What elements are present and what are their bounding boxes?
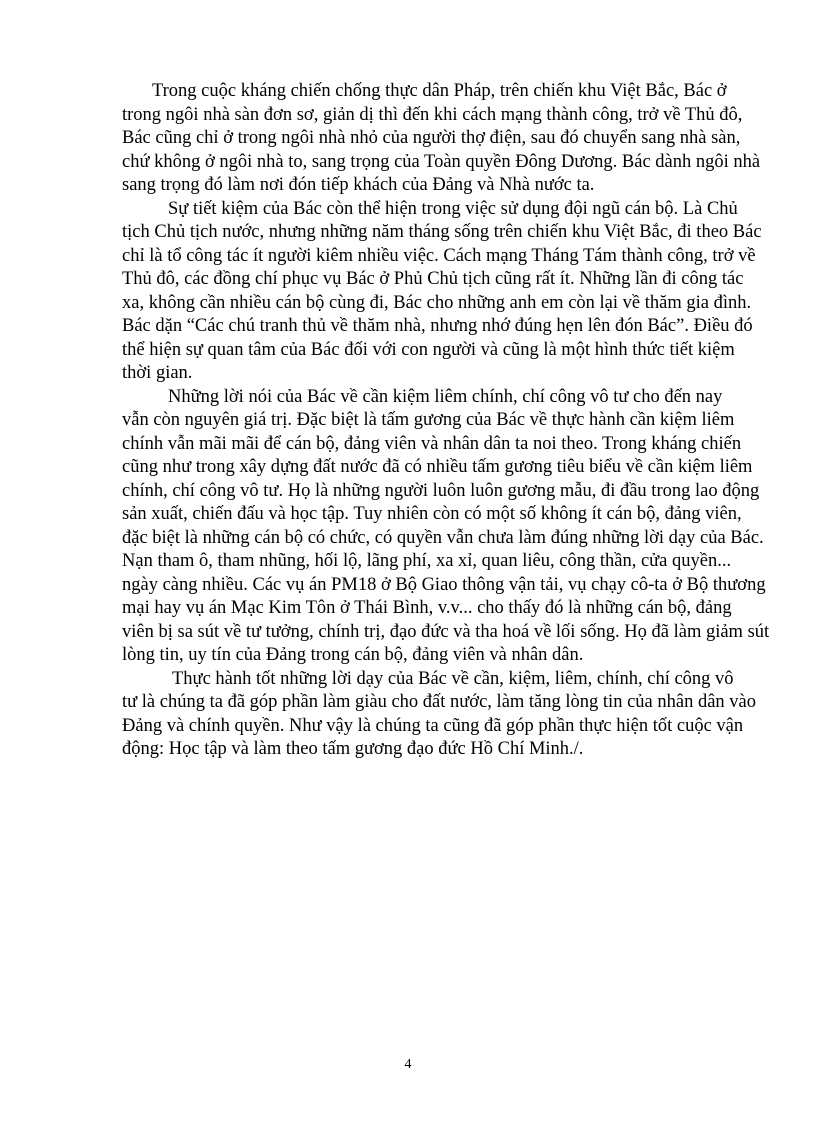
paragraph-line: tư là chúng ta đã góp phần làm giàu cho đất nước, làm tăng lòng tin của nhân dân vào (122, 692, 756, 712)
paragraph-line: ngày càng nhiều. Các vụ án PM18 ở Bộ Giao thông vận tải, vụ chạy cô-ta ở Bộ thương (122, 574, 766, 595)
paragraph-line: Đảng và chính quyền. Như vậy là chúng ta cũng đã góp phần thực hiện tốt cuộc vận (122, 715, 744, 736)
paragraph-line: chính vẫn mãi mãi để cán bộ, đảng viên và nhân dân ta noi theo. Trong kháng chiến (122, 433, 742, 454)
paragraph-4 (122, 668, 756, 762)
paragraph-line: Sự tiết kiệm của Bác còn thể hiện trong việc sử dụng đội ngũ cán bộ. Là Chủ (168, 198, 738, 219)
paragraph-line: Nạn tham ô, tham nhũng, hối lộ, lãng phí, xa xỉ, quan liêu, công thần, cửa quyền... (122, 551, 732, 571)
paragraph-line: xa, không cần nhiều cán bộ cùng đi, Bác cho những anh em còn lại về thăm gia đình. (122, 292, 752, 313)
paragraph-line: Thực hành tốt những lời dạy của Bác về cần, kiệm, liêm, chính, chí công vô (172, 668, 734, 689)
paragraph-1 (122, 80, 761, 198)
paragraph-line: trong ngôi nhà sàn đơn sơ, giản dị thì đến khi cách mạng thành công, trở về Thủ đô, (122, 104, 743, 125)
paragraph-line: mại hay vụ án Mạc Kim Tôn ở Thái Bình, v.v... cho thấy đó là những cán bộ, đảng (122, 598, 732, 618)
paragraph-line: vẫn còn nguyên giá trị. Đặc biệt là tấm gương của Bác về thực hành cần kiệm liêm (122, 410, 735, 430)
paragraph-line: tịch Chủ tịch nước, nhưng những năm tháng sống trên chiến khu Việt Bắc, đi theo Bác (122, 222, 762, 242)
paragraph-line: thể hiện sự quan tâm của Bác đối với con người và cũng là một hình thức tiết kiệm (122, 339, 735, 360)
paragraph-line: chỉ là tổ công tác ít người kiêm nhiều việc. Cách mạng Tháng Tám thành công, trở về (122, 245, 756, 266)
paragraph-line: sang trọng đó làm nơi đón tiếp khách của Đảng và Nhà nước ta. (122, 175, 595, 195)
paragraph-line: thời gian. (122, 363, 193, 383)
paragraph-3 (122, 386, 770, 668)
paragraph-line: Thủ đô, các đồng chí phục vụ Bác ở Phủ Chủ tịch cũng rất ít. Những lần đi công tác (122, 269, 744, 289)
paragraph-line: lòng tin, uy tín của Đảng trong cán bộ, đảng viên và nhân dân. (122, 645, 584, 665)
paragraph-line: viên bị sa sút về tư tưởng, chính trị, đạo đức và tha hoá về lối sống. Họ đã làm giảm sút (122, 621, 770, 642)
page-number: 4 (404, 1057, 412, 1072)
paragraph-line: cũng như trong xây dựng đất nước đã có nhiều tấm gương tiêu biểu về cần kiệm liêm (122, 457, 753, 477)
paragraph-line: sản xuất, chiến đấu và học tập. Tuy nhiên còn có một số không ít cán bộ, đảng viên, (122, 504, 742, 524)
paragraph-line: chứ không ở ngôi nhà to, sang trọng của Toàn quyền Đông Dương. Bác dành ngôi nhà (122, 151, 761, 172)
paragraph-line: Bác dặn “Các chú tranh thủ về thăm nhà, nhưng nhớ đúng hẹn lên đón Bác”. Điều đó (122, 316, 753, 336)
paragraph-line: Trong cuộc kháng chiến chống thực dân Pháp, trên chiến khu Việt Bắc, Bác ở (152, 81, 727, 101)
paragraph-line: Những lời nói của Bác về cần kiệm liêm chính, chí công vô tư cho đến nay (168, 386, 723, 407)
paragraph-line: chính, chí công vô tư. Họ là những người luôn luôn gương mẫu, đi đầu trong lao động (122, 480, 760, 501)
paragraph-2 (122, 198, 762, 386)
document-body (122, 80, 770, 762)
paragraph-line: đặc biệt là những cán bộ có chức, có quyền vẫn chưa làm đúng những lời dạy của Bác. (122, 527, 764, 548)
paragraph-line: động: Học tập và làm theo tấm gương đạo đức Hồ Chí Minh./. (122, 739, 584, 759)
paragraph-line: Bác cũng chỉ ở trong ngôi nhà nhỏ của người thợ điện, sau đó chuyển sang nhà sàn, (122, 128, 741, 148)
